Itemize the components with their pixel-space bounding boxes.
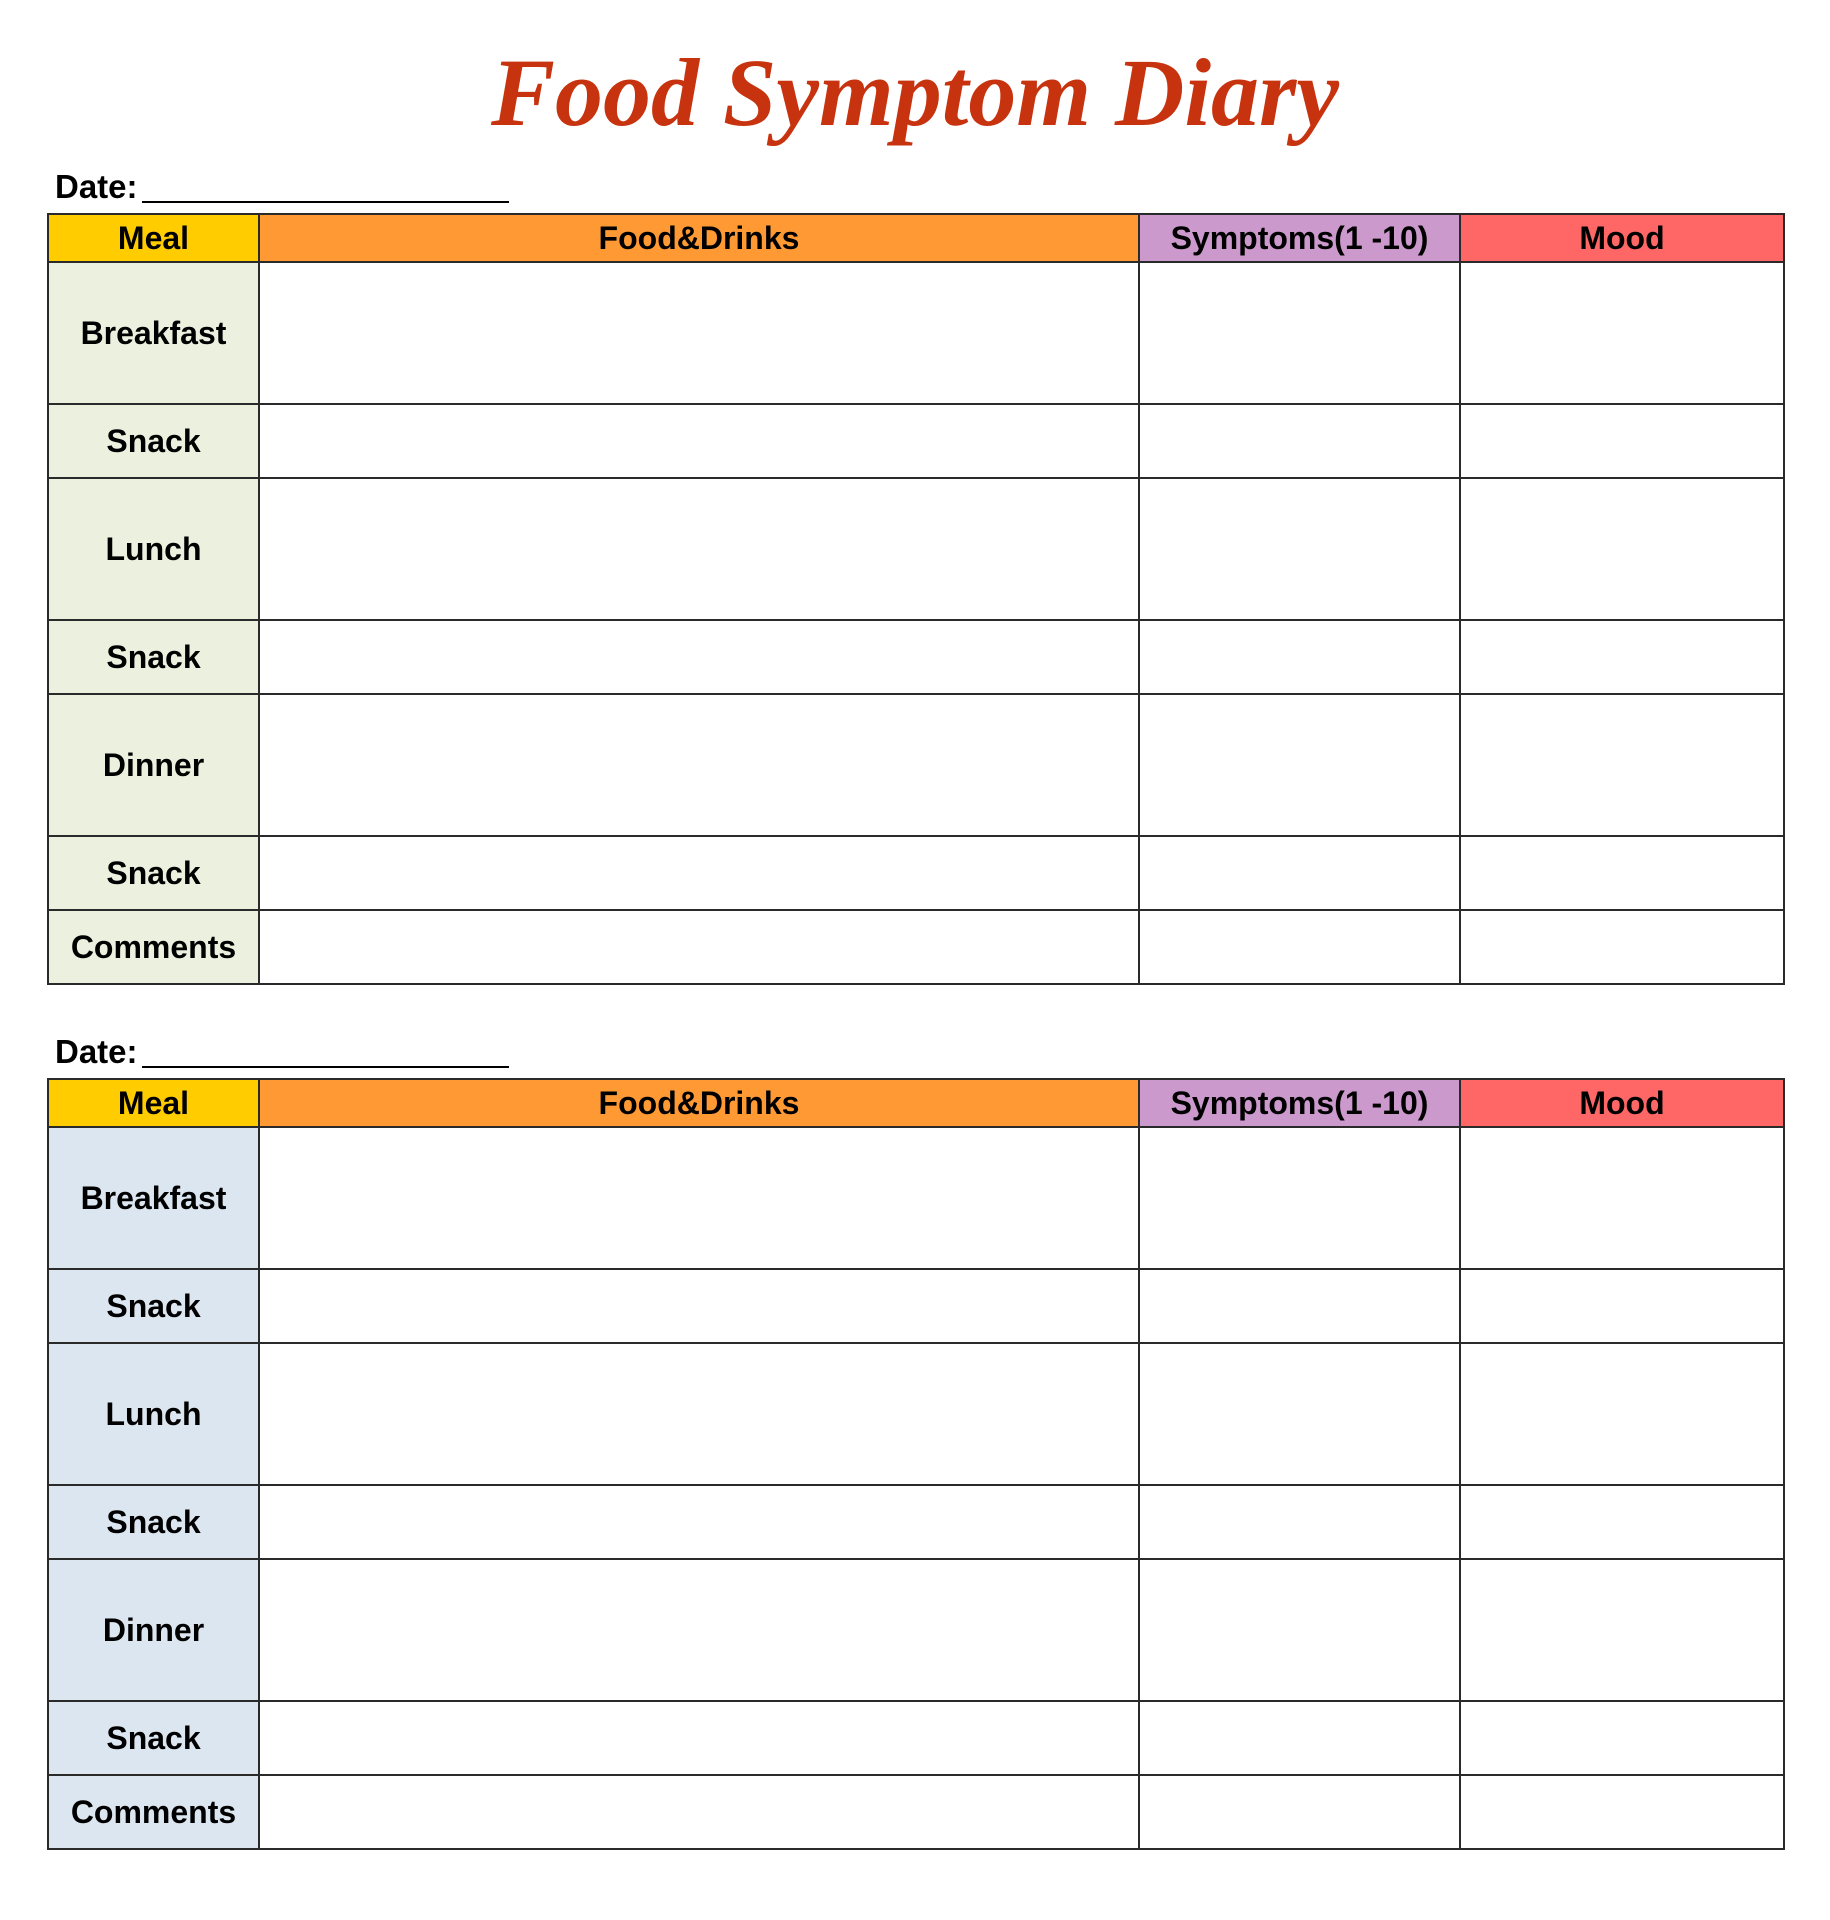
- meal-header: Meal: [48, 1079, 259, 1127]
- meal-label: Snack: [48, 404, 259, 478]
- food-drinks-cell[interactable]: [259, 478, 1139, 620]
- table-row: [48, 1775, 1784, 1849]
- table-row: [48, 404, 1784, 478]
- food-drinks-cell[interactable]: [259, 910, 1139, 984]
- symptoms-cell[interactable]: [1139, 1775, 1460, 1849]
- symptoms-cell[interactable]: [1139, 1485, 1460, 1559]
- symptoms-cell[interactable]: [1139, 1701, 1460, 1775]
- mood-cell[interactable]: [1460, 1343, 1784, 1485]
- date-row: [47, 163, 1783, 213]
- table-row: [48, 910, 1784, 984]
- symptoms-cell[interactable]: [1139, 910, 1460, 984]
- symptoms-cell[interactable]: [1139, 836, 1460, 910]
- table-row: [48, 1701, 1784, 1775]
- meal-label: Comments: [48, 910, 259, 984]
- symptoms-header: Symptoms(1 -10): [1139, 1079, 1460, 1127]
- symptoms-cell[interactable]: [1139, 404, 1460, 478]
- symptoms-cell[interactable]: [1139, 694, 1460, 836]
- mood-cell[interactable]: [1460, 836, 1784, 910]
- food-drinks-cell[interactable]: [259, 620, 1139, 694]
- table-row: [48, 1485, 1784, 1559]
- symptoms-cell[interactable]: [1139, 620, 1460, 694]
- header-row: [48, 214, 1784, 262]
- table-row: [48, 694, 1784, 836]
- mood-cell[interactable]: [1460, 620, 1784, 694]
- mood-cell[interactable]: [1460, 1485, 1784, 1559]
- mood-cell[interactable]: [1460, 478, 1784, 620]
- table-row: [48, 1269, 1784, 1343]
- symptoms-cell[interactable]: [1139, 1127, 1460, 1269]
- header-row: [48, 1079, 1784, 1127]
- diary-section-2: [47, 1028, 1783, 1850]
- meal-label: Comments: [48, 1775, 259, 1849]
- mood-cell[interactable]: [1460, 404, 1784, 478]
- meal-label: Dinner: [48, 1559, 259, 1701]
- food-drinks-cell[interactable]: [259, 1701, 1139, 1775]
- meal-header: Meal: [48, 214, 259, 262]
- date-row: [47, 1028, 1783, 1078]
- table-row: [48, 1343, 1784, 1485]
- table-row: [48, 620, 1784, 694]
- date-label: Date:: [55, 168, 138, 205]
- date-input-line[interactable]: [142, 201, 509, 203]
- symptoms-cell[interactable]: [1139, 262, 1460, 404]
- meal-label: Breakfast: [48, 262, 259, 404]
- diary-section-1: [47, 163, 1783, 985]
- diary-table: [47, 213, 1785, 985]
- food-drinks-header: Food&Drinks: [259, 1079, 1139, 1127]
- food-drinks-cell[interactable]: [259, 404, 1139, 478]
- food-drinks-cell[interactable]: [259, 1269, 1139, 1343]
- meal-label: Snack: [48, 836, 259, 910]
- symptoms-cell[interactable]: [1139, 478, 1460, 620]
- meal-label: Dinner: [48, 694, 259, 836]
- meal-label: Snack: [48, 1485, 259, 1559]
- meal-label: Snack: [48, 620, 259, 694]
- mood-header: Mood: [1460, 1079, 1784, 1127]
- meal-label: Lunch: [48, 478, 259, 620]
- table-row: [48, 836, 1784, 910]
- food-drinks-cell[interactable]: [259, 262, 1139, 404]
- food-drinks-cell[interactable]: [259, 1127, 1139, 1269]
- mood-cell[interactable]: [1460, 1127, 1784, 1269]
- symptoms-cell[interactable]: [1139, 1343, 1460, 1485]
- symptoms-header: Symptoms(1 -10): [1139, 214, 1460, 262]
- food-drinks-cell[interactable]: [259, 836, 1139, 910]
- food-drinks-cell[interactable]: [259, 1343, 1139, 1485]
- food-drinks-header: Food&Drinks: [259, 214, 1139, 262]
- mood-cell[interactable]: [1460, 694, 1784, 836]
- mood-cell[interactable]: [1460, 262, 1784, 404]
- date-label: Date:: [55, 1033, 138, 1070]
- mood-cell[interactable]: [1460, 910, 1784, 984]
- date-input-line[interactable]: [142, 1066, 509, 1068]
- symptoms-cell[interactable]: [1139, 1269, 1460, 1343]
- food-drinks-cell[interactable]: [259, 1775, 1139, 1849]
- mood-cell[interactable]: [1460, 1269, 1784, 1343]
- table-row: [48, 1127, 1784, 1269]
- meal-label: Snack: [48, 1701, 259, 1775]
- table-row: [48, 1559, 1784, 1701]
- mood-cell[interactable]: [1460, 1559, 1784, 1701]
- meal-label: Lunch: [48, 1343, 259, 1485]
- meal-label: Breakfast: [48, 1127, 259, 1269]
- mood-cell[interactable]: [1460, 1775, 1784, 1849]
- food-drinks-cell[interactable]: [259, 1559, 1139, 1701]
- mood-cell[interactable]: [1460, 1701, 1784, 1775]
- diary-table: [47, 1078, 1785, 1850]
- page-title: Food Symptom Diary: [490, 39, 1339, 146]
- mood-header: Mood: [1460, 214, 1784, 262]
- meal-label: Snack: [48, 1269, 259, 1343]
- table-row: [48, 478, 1784, 620]
- symptoms-cell[interactable]: [1139, 1559, 1460, 1701]
- food-drinks-cell[interactable]: [259, 1485, 1139, 1559]
- food-drinks-cell[interactable]: [259, 694, 1139, 836]
- table-row: [48, 262, 1784, 404]
